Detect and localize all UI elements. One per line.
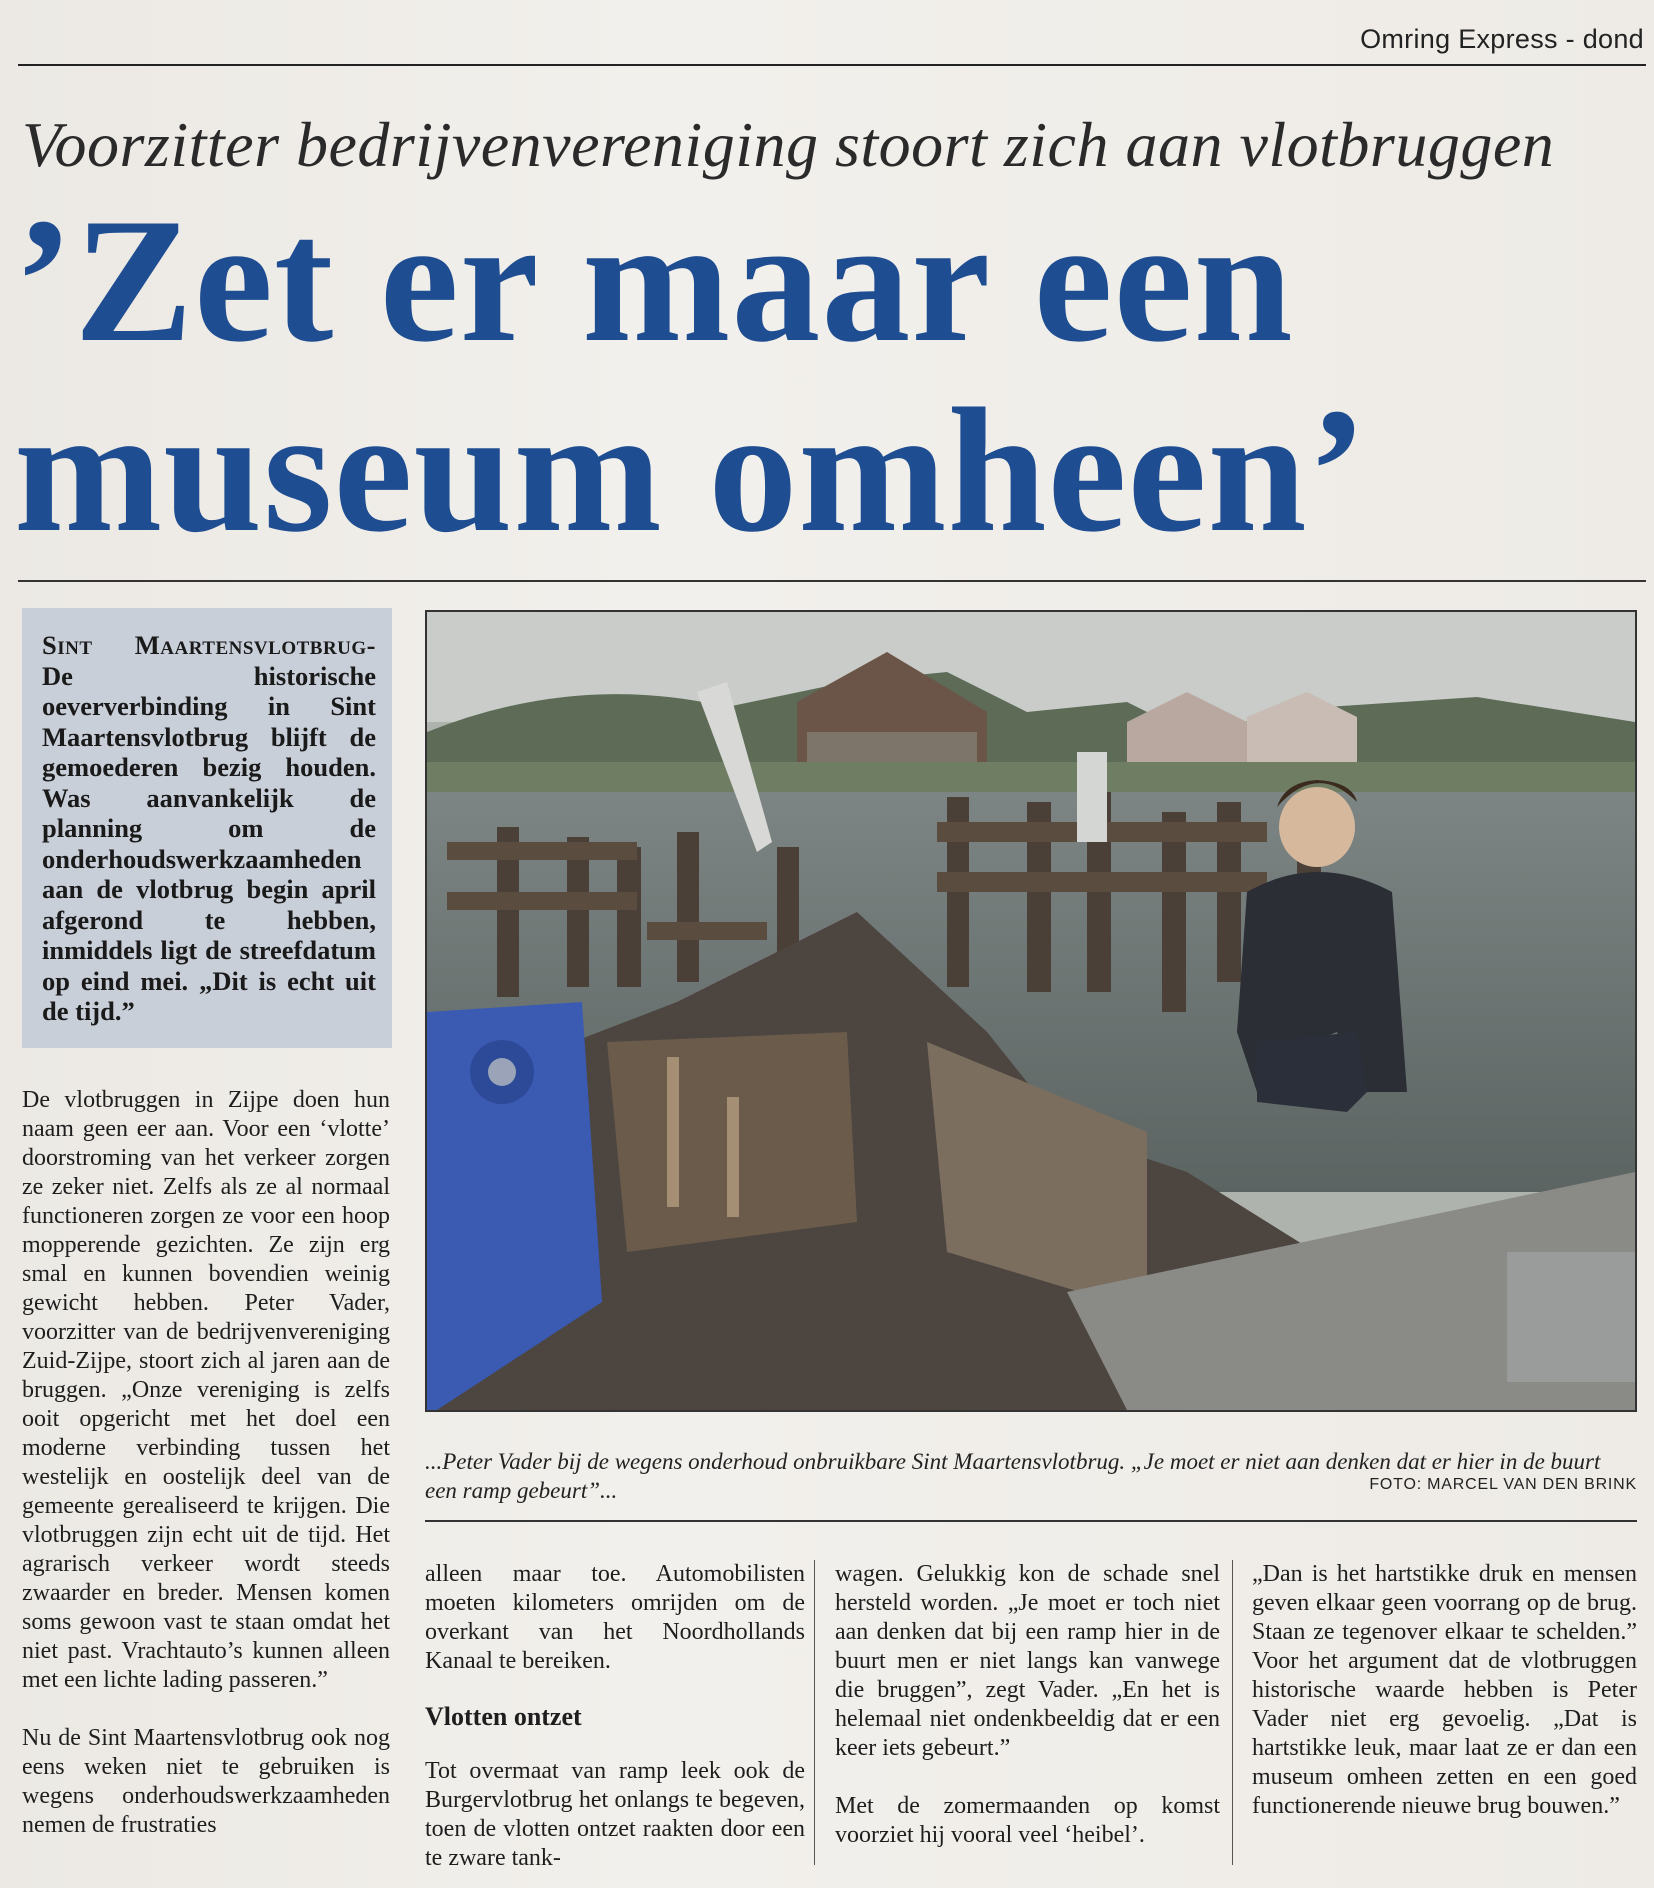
- subhead: Vlotten ontzet: [425, 1702, 582, 1731]
- column-separator: [814, 1560, 815, 1865]
- col1-paragraph-2: Nu de Sint Maartensvlotbrug ook nog eens weken niet te gebruiken is wegens onderhoudswerkzaamheden nemen de frustraties: [22, 1725, 390, 1838]
- running-head: Omring Express - dond: [1360, 24, 1644, 54]
- col2-paragraph-2: Tot overmaat van ramp leek ook de Burgervlotbrug het onlangs te begeven, toen de vlotten ontzet raakten door een te zware tank-: [425, 1758, 805, 1871]
- top-rule: [18, 64, 1646, 66]
- col3-paragraph-2: Met de zomermaanden op komst voorziet hij vooral veel ‘heibel’.: [835, 1793, 1220, 1848]
- col3-paragraph-1: wagen. Gelukkig kon de schade snel hersteld worden. „Je moet er toch niet aan denken dat bij een ramp hier in de buurt men er niet langs kan vanwege die bruggen”, zegt Vader. „En het is helemaal niet ondenkbeeldig dat er een keer iets gebeurt.”: [835, 1561, 1220, 1761]
- column-separator: [1232, 1560, 1233, 1865]
- headline-line-1: ’Zet er maar een: [14, 181, 1294, 379]
- headline-line-2: museum omheen’: [14, 371, 1368, 569]
- col4-paragraph-1: „Dan is het hartstikke druk en mensen geven elkaar geen voorrang op de brug. Staan ze tegenover elkaar te schelden.” Voor het argument dat de vlotbruggen historische waarde hebben is Peter Vader niet erg gevoelig. „Dat is hartstikke leuk, maar laat ze er dan een museum omheen zetten en een goed functionerende nieuwe brug bouwen.”: [1252, 1561, 1637, 1819]
- headline-rule: [18, 580, 1646, 582]
- article-photo: [425, 610, 1637, 1412]
- photo-credit: FOTO: MARCEL VAN DEN BRINK: [1369, 1476, 1637, 1493]
- column-1: [22, 1086, 390, 1840]
- intro-box: [22, 608, 392, 1048]
- col1-paragraph-1: De vlotbruggen in Zijpe doen hun naam geen eer aan. Voor een ‘vlotte’ doorstroming van het verkeer zorgen ze zeker niet. Zelfs als ze al normaal functioneren zorgen ze voor een hoop mopperende gezichten. Ze zijn erg smal en kunnen bovendien weinig gewicht hebben. Peter Vader, voorzitter van de bedrijvenvereniging Zuid-Zijpe, stoort zich al jaren aan de bruggen. „Onze vereniging is zelfs ooit opgericht met het doel een moderne verbinding tussen het westelijk en oostelijk deel van de gemeente gerealiseerd te krijgen. Die vlotbruggen zijn echt uit de tijd. Het agrarisch verkeer wordt steeds zwaarder en breder. Mensen komen soms gewoon vast te staan omdat het niet past. Vrachtauto’s kunnen alleen met een lichte lading passeren.”: [22, 1087, 390, 1693]
- kicker: Voorzitter bedrijvenvereniging stoort zich aan vlotbruggen: [22, 109, 1555, 180]
- headline: [14, 181, 1634, 569]
- col2-paragraph-1: alleen maar toe. Automobilisten moeten kilometers omrijden om de overkant van het Noordhollands Kanaal te bereiken.: [425, 1561, 805, 1674]
- column-2: [425, 1560, 805, 1873]
- intro-dateline: Sint Maartensvlotbrug-: [42, 630, 376, 660]
- column-4: [1252, 1560, 1637, 1821]
- photo-caption: ...Peter Vader bij de wegens onderhoud onbruikbare Sint Maartensvlotbrug. „Je moet er niet aan denken dat er hier in de buurt een ramp gebeurt”...: [425, 1449, 1601, 1503]
- intro-text: De historische oeververbinding in Sint Maartensvlotbrug blijft de gemoederen bezig houden. Was aanvankelijk de planning om de onderhoudswerkzaamheden aan de vlotbrug begin april afgerond te hebben, inmiddels ligt de streefdatum op eind mei. „Dit is echt uit de tijd.”: [42, 660, 376, 1026]
- caption-rule: [425, 1520, 1637, 1522]
- column-3: [835, 1560, 1220, 1850]
